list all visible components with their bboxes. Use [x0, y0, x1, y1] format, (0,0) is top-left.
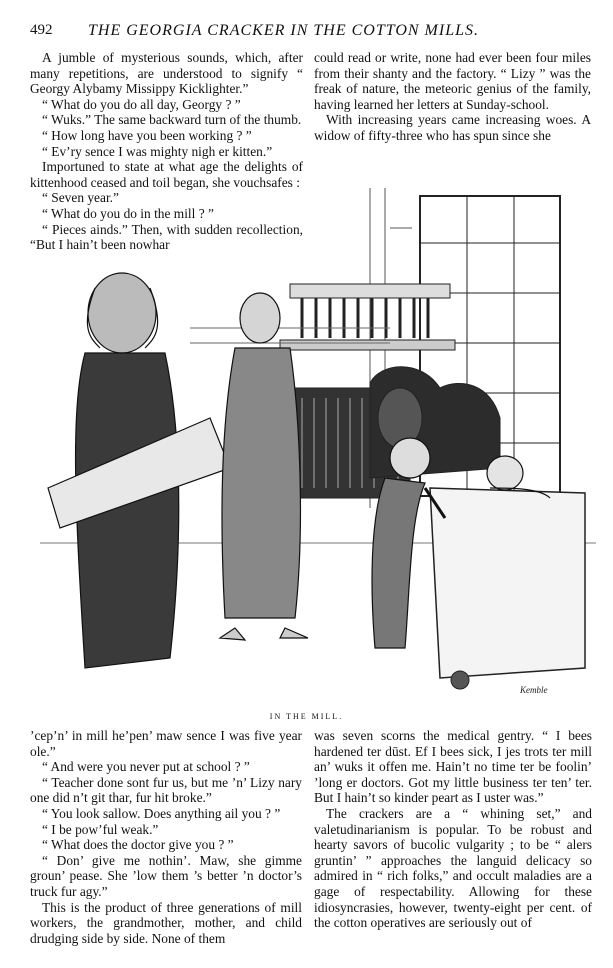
- mill-illustration: [40, 188, 596, 710]
- paragraph: “ Seven year.”: [42, 190, 119, 206]
- running-title: THE GEORGIA CRACKER IN THE COTTON MILLS.: [88, 22, 479, 39]
- paragraph: A jumble of mysterious sounds, which, after many repetitions, are understood to signify “ Georgy Alybamy Missippy Kicklighter.”: [30, 50, 303, 97]
- cart: [430, 488, 585, 678]
- paragraph: “ Don’ give me nothin’. Maw, she gimme groun’ pease. She ’low them ’s better ’n doctor’s truck fur agy.”: [30, 852, 302, 899]
- grandmother-figure: [48, 273, 230, 668]
- paragraph: “ I be pow’ful weak.”: [42, 821, 159, 837]
- paragraph: “ Wuks.” The same backward turn of the thumb.: [42, 112, 302, 128]
- paragraph: With increasing years came increasing woes. A widow of fifty-three who has spun since she: [314, 112, 591, 143]
- artist-signature: Kemble: [520, 685, 548, 695]
- left-column-bottom: [30, 728, 302, 946]
- paragraph: “ What does the doctor give you ? ”: [42, 837, 234, 853]
- paragraph: “ And were you never put at school ? ”: [42, 759, 250, 775]
- spindle-frame: [290, 284, 450, 298]
- paragraph: “ What do you do in the mill ? ”: [42, 205, 214, 221]
- paragraph: “ Teacher done sont fur us, but me ’n’ Lizy nary one did n’t git thar, fur hit broke.”: [30, 774, 302, 806]
- paragraph: ’cep’n’ in mill he’pen’ maw sence I was five year ole.”: [30, 728, 302, 759]
- right-column-bottom: [314, 728, 592, 931]
- paragraph: The crackers are a “ whining set,” and valetudinarianism is popular. To be robust and hearty savors of bucolic vulgarity ; to be “ alers gruntin’ ” approaches the languid delicacy so admired in “ rich folks,” and occult maladies are a gage of respectability. Allowing for these idiosyncrasies, however, twenty-eight per cent. of the cotton operatives are seriously out of: [314, 805, 592, 931]
- paragraph: Importuned to state at what age the delights of kittenhood ceased and toil began, she vouchsafes :: [30, 159, 303, 190]
- paragraph: “ How long have you been working ? ”: [42, 127, 252, 143]
- spindle-rail: [280, 340, 455, 350]
- paragraph: This is the product of three generations of mill workers, the grandmother, mother, and child drudging side by side. None of them: [30, 899, 302, 946]
- page-number: 492: [30, 22, 53, 38]
- paragraph: was seven scorns the medical gentry. “ I bees hardened ter dūst. Ef I bees sick, I jes trots ter mill an’ wuks it offen me. Hain’t no time ter be foolin’ ’long er doctors. Got my little business ter ten’ ter. But I hain’t so kinder peart as I uster was.”: [314, 728, 592, 806]
- right-column-top: [314, 50, 591, 144]
- paragraph: could read or write, none had ever been four miles from their shanty and the factory. “ Lizy ” was the freak of nature, the meteoric genius of the family, having learned her letters at Sunday-school.: [314, 50, 591, 112]
- page-header: [30, 22, 590, 44]
- figure-caption: IN THE MILL.: [269, 712, 344, 721]
- bobbins: [302, 298, 428, 338]
- paragraph: “ What do you do all day, Georgy ? ”: [42, 96, 241, 112]
- paragraph: “ Ev’ry sence I was mighty nigh er kitten.”: [42, 143, 273, 159]
- paragraph: “ You look sallow. Does anything ail you ? ”: [42, 805, 281, 821]
- paragraph: “ Pieces ainds.” Then, with sudden recollection, “But I hain’t been nowhar: [30, 221, 303, 253]
- cart-wheel: [451, 671, 469, 689]
